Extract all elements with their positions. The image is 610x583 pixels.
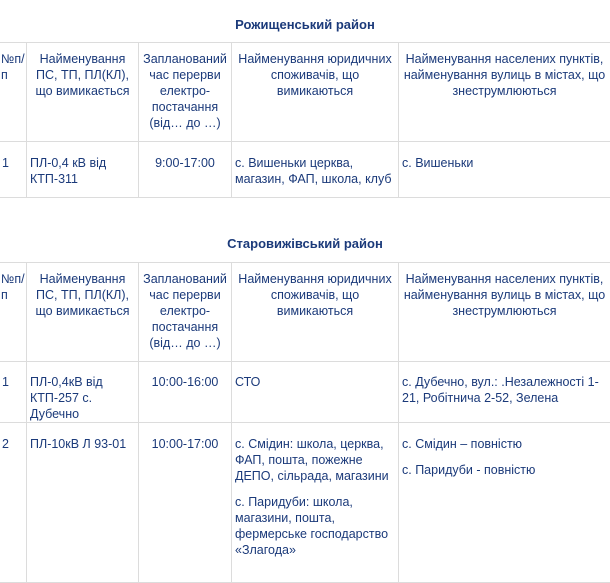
header-consumers: Найменування юридичних споживачів, що вимикаються [232, 43, 399, 142]
cell-consumers [232, 423, 399, 583]
cell-consumers: с. Вишеньки церква, магазин, ФАП, школа, клуб [232, 142, 399, 198]
cell-num: 2 [0, 423, 27, 583]
header-num: №п/п [0, 263, 27, 362]
header-settlements: Найменування населених пунктів, найменування вулиць в містах, що знеструмлюються [399, 43, 610, 142]
cell-settlements: с. Дубечно, вул.: .Незалежності 1-21, Робітнича 2-52, Зелена [399, 362, 610, 423]
cell-settlements: с. Вишеньки [399, 142, 610, 198]
cell-object: ПЛ-0,4 кВ від КТП-311 [27, 142, 139, 198]
consumers-smidyn: с. Смідин: школа, церква, ФАП, пошта, пожежне ДЕПО, сільрада, магазини [235, 436, 395, 484]
cell-object: ПЛ-0,4кВ від КТП-257 с. Дубечно [27, 362, 139, 423]
header-settlements: Найменування населених пунктів, найменування вулиць в містах, що знеструмлюються [399, 263, 610, 362]
header-object: Найменування ПС, ТП, ПЛ(КЛ), що вимикається [27, 43, 139, 142]
cell-time: 10:00-16:00 [139, 362, 232, 423]
cell-time: 9:00-17:00 [139, 142, 232, 198]
section-title-rozhyshche: Рожищенський район [0, 17, 610, 32]
header-time: Запланований час перерви електро-постачання (від… до …) [139, 43, 232, 142]
outage-table-starovyzhivskyi [0, 262, 610, 583]
section-title-starovyzhivskyi: Старовижівський район [0, 236, 610, 251]
header-num: №п/п [0, 43, 27, 142]
table-row [0, 142, 610, 198]
outage-table-rozhyshche [0, 42, 610, 198]
cell-num: 1 [0, 142, 27, 198]
table-header-row [0, 43, 610, 142]
table-header-row [0, 263, 610, 362]
cell-consumers: СТО [232, 362, 399, 423]
header-object: Найменування ПС, ТП, ПЛ(КЛ), що вимикається [27, 263, 139, 362]
settlement-smidyn: с. Смідин – повністю [402, 436, 607, 452]
table-row [0, 362, 610, 423]
table-row [0, 423, 610, 583]
cell-object: ПЛ-10кВ Л 93-01 [27, 423, 139, 583]
consumers-parydubu: с. Паридуби: школа, магазини, пошта, фермерське господарство «Злагода» [235, 494, 395, 558]
header-time: Запланований час перерви електро-постачання (від… до …) [139, 263, 232, 362]
cell-settlements [399, 423, 610, 583]
header-consumers: Найменування юридичних споживачів, що вимикаються [232, 263, 399, 362]
cell-num: 1 [0, 362, 27, 423]
settlement-parydubu: с. Паридуби - повністю [402, 462, 607, 478]
cell-time: 10:00-17:00 [139, 423, 232, 583]
